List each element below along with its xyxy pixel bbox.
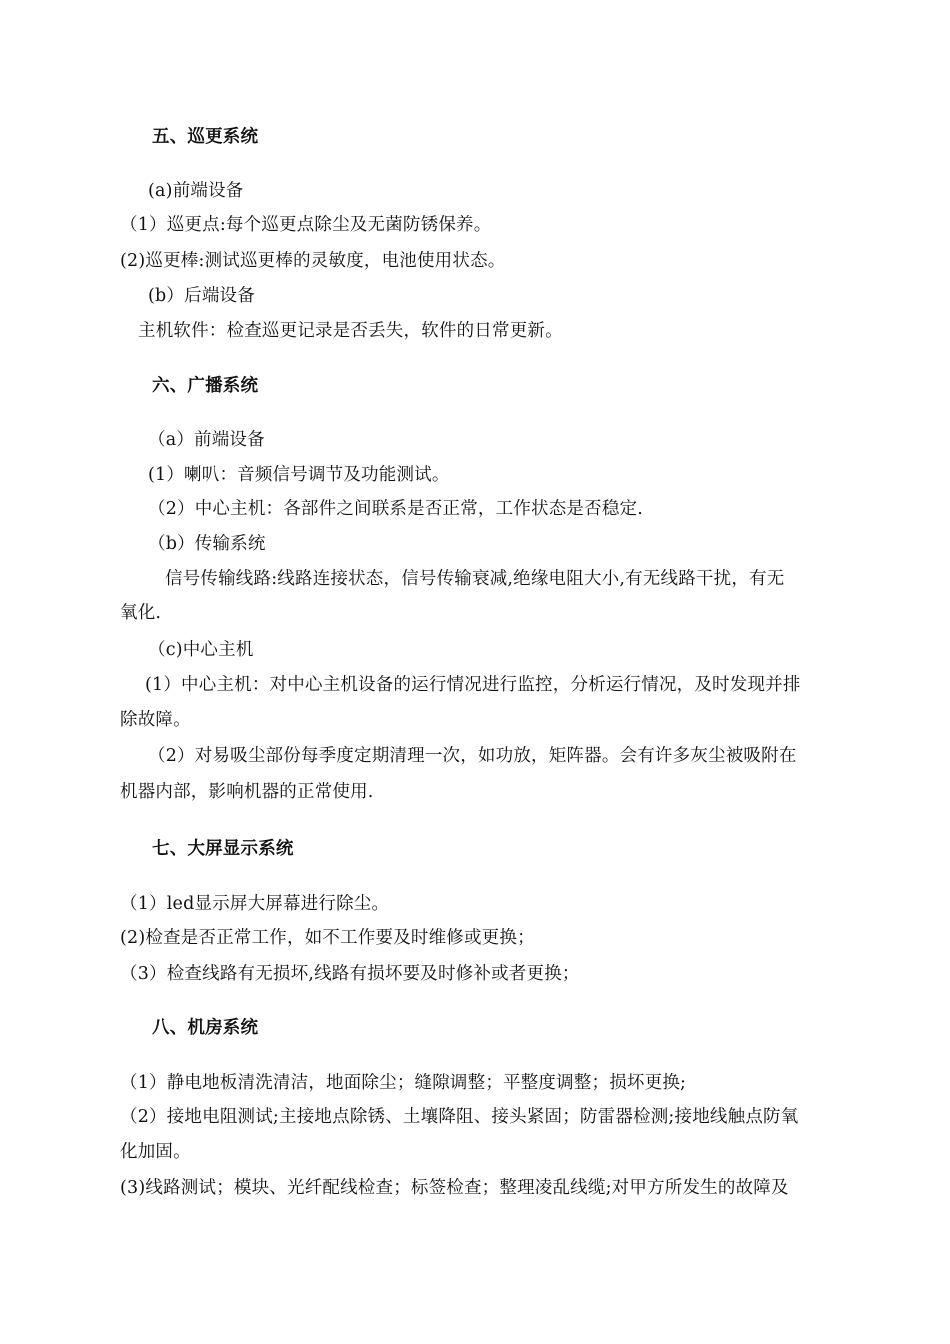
- subheading-front-end: (a)前端设备: [148, 181, 244, 201]
- paragraph-line: 机器内部，影响机器的正常使用.: [120, 782, 374, 802]
- paragraph-line: 除故障。: [120, 710, 191, 730]
- paragraph-line: （2）对易吸尘部份每季度定期清理一次，如功放，矩阵器。会有许多灰尘被吸附在: [148, 746, 797, 766]
- paragraph-line: 化加固。: [120, 1142, 191, 1162]
- paragraph-line: (1）中心主机：对中心主机设备的运行情况进行监控，分析运行情况，及时发现并排: [145, 675, 801, 695]
- paragraph-line: 主机软件：检查巡更记录是否丢失，软件的日常更新。: [138, 321, 563, 341]
- section-heading-machine-room: 八、机房系统: [152, 1018, 259, 1038]
- section-heading-patrol: 五、巡更系统: [152, 127, 259, 147]
- paragraph-line: (3)线路测试；模块、光纤配线检查；标签检查；整理凌乱线缆;对甲方所发生的故障及: [120, 1178, 789, 1198]
- paragraph-line: （2）中心主机：各部件之间联系是否正常，工作状态是否稳定.: [148, 499, 643, 519]
- subheading-center-host: （c)中心主机: [148, 640, 254, 660]
- paragraph-line: （3）检查线路有无损坏,线路有损坏要及时修补或者更换；: [120, 964, 580, 984]
- section-heading-display: 七、大屏显示系统: [152, 839, 294, 859]
- paragraph-line: （1）静电地板清洗清洁，地面除尘；缝隙调整；平整度调整；损坏更换;: [120, 1073, 687, 1093]
- subheading-front-end: （a）前端设备: [148, 430, 265, 450]
- section-heading-broadcast: 六、广播系统: [152, 376, 259, 396]
- paragraph-line: (2)检查是否正常工作，如不工作要及时维修或更换；: [120, 928, 535, 948]
- paragraph-line: (2)巡更棒:测试巡更棒的灵敏度，电池使用状态。: [120, 251, 506, 271]
- paragraph-line: （1）led显示屏大屏幕进行除尘。: [120, 894, 390, 914]
- subheading-back-end: (b）后端设备: [148, 286, 255, 306]
- subheading-transmission: （b）传输系统: [148, 534, 266, 554]
- paragraph-line: 氧化.: [120, 603, 162, 623]
- paragraph-line: 信号传输线路:线路连接状态，信号传输衰减,绝缘电阻大小,有无线路干扰，有无: [165, 569, 785, 589]
- paragraph-line: （2）接地电阻测试;主接地点除锈、土壤降阻、接头紧固；防雷器检测;接地线触点防氧: [120, 1107, 799, 1127]
- paragraph-line: (1）喇叭：音频信号调节及功能测试。: [148, 465, 450, 485]
- paragraph-line: （1）巡更点:每个巡更点除尘及无菌防锈保养。: [120, 215, 492, 235]
